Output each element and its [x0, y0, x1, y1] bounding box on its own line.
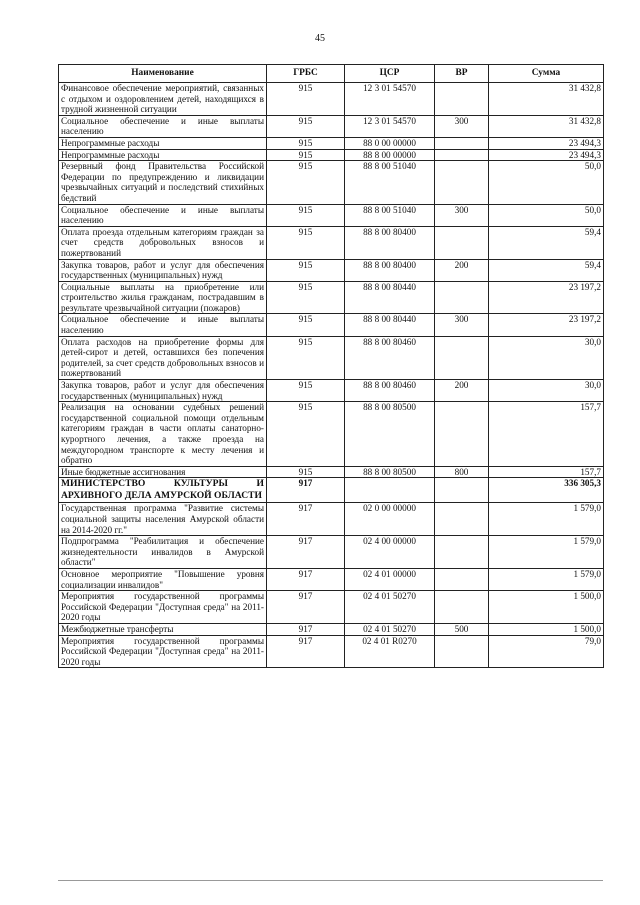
row-csr-cell: 02 4 01 00000 [345, 568, 435, 590]
table-row [59, 83, 604, 116]
row-csr-cell: 88 8 00 51040 [345, 204, 435, 226]
row-name-cell: Непрограммные расходы [59, 149, 267, 161]
row-csr-cell: 02 4 00 00000 [345, 536, 435, 569]
page-number: 45 [315, 33, 325, 44]
row-sum-cell: 1 500,0 [489, 591, 604, 624]
row-name-cell: Реализация на основании судебных решений государственной социальной помощи отдельным категориям граждан в части оплаты санаторно-курортного лечения, а также проезда на междугородном транспорте к месту лечения и обратно [59, 402, 267, 467]
row-vr-cell [435, 137, 489, 149]
row-sum-cell: 50,0 [489, 204, 604, 226]
table-row [59, 115, 604, 137]
row-vr-cell [435, 503, 489, 536]
row-grbs-cell: 917 [267, 568, 345, 590]
row-sum-cell: 30,0 [489, 336, 604, 379]
row-csr-cell: 02 4 01 R0270 [345, 635, 435, 668]
row-vr-cell [435, 536, 489, 569]
row-sum-cell: 59,4 [489, 226, 604, 259]
table-body [59, 83, 604, 668]
row-name-cell: Закупка товаров, работ и услуг для обеспечения государственных (муниципальных) нужд [59, 259, 267, 281]
row-name-cell: Государственная программа "Развитие системы социальной защиты населения Амурской области на 2014-2020 гг." [59, 503, 267, 536]
row-csr-cell: 88 8 00 51040 [345, 161, 435, 204]
row-grbs-cell: 915 [267, 402, 345, 467]
row-csr-cell: 88 8 00 80460 [345, 380, 435, 402]
table-row [59, 336, 604, 379]
row-name-cell: Иные бюджетные ассигнования [59, 466, 267, 478]
table-row [59, 503, 604, 536]
row-grbs-cell: 915 [267, 226, 345, 259]
row-name-cell: Социальные выплаты на приобретение или строительство жилья гражданам, пострадавшим в результате чрезвычайной ситуации (пожаров) [59, 281, 267, 314]
row-vr-cell [435, 83, 489, 116]
row-sum-cell: 1 579,0 [489, 568, 604, 590]
row-grbs-cell: 915 [267, 259, 345, 281]
row-name-cell: Финансовое обеспечение мероприятий, связанных с отдыхом и оздоровлением детей, находящихся в трудной жизненной ситуации [59, 83, 267, 116]
row-name-cell: Социальное обеспечение и иные выплаты населению [59, 314, 267, 336]
row-csr-cell [345, 478, 435, 503]
row-name-cell: Социальное обеспечение и иные выплаты населению [59, 115, 267, 137]
row-vr-cell [435, 591, 489, 624]
row-name-cell: Оплата проезда отдельным категориям граждан за счет средств добровольных взносов и пожертвований [59, 226, 267, 259]
row-csr-cell: 02 4 01 50270 [345, 591, 435, 624]
row-vr-cell [435, 149, 489, 161]
row-csr-cell: 88 8 00 80440 [345, 281, 435, 314]
row-grbs-cell: 915 [267, 336, 345, 379]
row-name-cell: Оплата расходов на приобретение формы для детей-сирот и детей, оставшихся без попечения родителей, за счет средств добровольных взносов и пожертвований [59, 336, 267, 379]
row-name-cell: Непрограммные расходы [59, 137, 267, 149]
row-sum-cell: 59,4 [489, 259, 604, 281]
row-grbs-cell: 917 [267, 623, 345, 635]
row-grbs-cell: 915 [267, 314, 345, 336]
row-csr-cell: 88 8 00 80500 [345, 466, 435, 478]
row-vr-cell [435, 281, 489, 314]
row-sum-cell: 79,0 [489, 635, 604, 668]
row-name-cell: Основное мероприятие "Повышение уровня социализации инвалидов" [59, 568, 267, 590]
table-row [59, 226, 604, 259]
row-vr-cell: 800 [435, 466, 489, 478]
row-sum-cell: 1 579,0 [489, 536, 604, 569]
table-row [59, 161, 604, 204]
row-grbs-cell: 915 [267, 83, 345, 116]
row-name-cell: Закупка товаров, работ и услуг для обеспечения государственных (муниципальных) нужд [59, 380, 267, 402]
table-row [59, 314, 604, 336]
table-row [59, 466, 604, 478]
row-name-cell: Мероприятия государственной программы Российской Федерации "Доступная среда" на 2011-2020 годы [59, 591, 267, 624]
header-sum: Сумма [489, 65, 604, 83]
row-vr-cell: 200 [435, 380, 489, 402]
table-row [59, 623, 604, 635]
row-vr-cell: 300 [435, 314, 489, 336]
row-name-cell: Мероприятия государственной программы Российской Федерации "Доступная среда" на 2011-2020 годы [59, 635, 267, 668]
footer-divider [58, 880, 603, 881]
row-name-cell: Подпрограмма "Реабилитация и обеспечение жизнедеятельности инвалидов в Амурской области" [59, 536, 267, 569]
table-row [59, 137, 604, 149]
row-csr-cell: 88 8 00 80400 [345, 226, 435, 259]
row-csr-cell: 02 0 00 00000 [345, 503, 435, 536]
row-vr-cell: 500 [435, 623, 489, 635]
row-grbs-cell: 915 [267, 281, 345, 314]
row-csr-cell: 88 8 00 80440 [345, 314, 435, 336]
row-name-cell: Резервный фонд Правительства Российской Федерации по предупреждению и ликвидации чрезвычайных ситуаций и последствий стихийных бедствий [59, 161, 267, 204]
row-sum-cell: 336 305,3 [489, 478, 604, 503]
row-sum-cell: 23 494,3 [489, 137, 604, 149]
row-csr-cell: 88 8 00 80400 [345, 259, 435, 281]
table-row [59, 281, 604, 314]
row-grbs-cell: 915 [267, 149, 345, 161]
row-vr-cell [435, 336, 489, 379]
row-grbs-cell: 915 [267, 115, 345, 137]
row-sum-cell: 30,0 [489, 380, 604, 402]
row-sum-cell: 1 579,0 [489, 503, 604, 536]
row-sum-cell: 50,0 [489, 161, 604, 204]
table-row [59, 259, 604, 281]
row-grbs-cell: 915 [267, 380, 345, 402]
header-grbs: ГРБС [267, 65, 345, 83]
row-vr-cell [435, 478, 489, 503]
row-grbs-cell: 917 [267, 503, 345, 536]
row-sum-cell: 157,7 [489, 466, 604, 478]
row-vr-cell [435, 226, 489, 259]
row-grbs-cell: 915 [267, 204, 345, 226]
table-row [59, 635, 604, 668]
row-grbs-cell: 917 [267, 478, 345, 503]
table-row [59, 478, 604, 503]
row-name-cell: МИНИСТЕРСТВО КУЛЬТУРЫ И АРХИВНОГО ДЕЛА АМУРСКОЙ ОБЛАСТИ [59, 478, 267, 503]
table-row [59, 591, 604, 624]
row-grbs-cell: 917 [267, 536, 345, 569]
row-csr-cell: 88 8 00 00000 [345, 149, 435, 161]
row-csr-cell: 02 4 01 50270 [345, 623, 435, 635]
row-vr-cell [435, 568, 489, 590]
table-row [59, 380, 604, 402]
row-csr-cell: 88 8 00 80460 [345, 336, 435, 379]
row-vr-cell: 300 [435, 115, 489, 137]
row-vr-cell: 300 [435, 204, 489, 226]
table-row [59, 204, 604, 226]
budget-table [58, 64, 604, 668]
row-name-cell: Межбюджетные трансферты [59, 623, 267, 635]
table-header-row [59, 65, 604, 83]
row-name-cell: Социальное обеспечение и иные выплаты населению [59, 204, 267, 226]
row-sum-cell: 23 494,3 [489, 149, 604, 161]
table-row [59, 149, 604, 161]
row-csr-cell: 88 8 00 80500 [345, 402, 435, 467]
row-sum-cell: 23 197,2 [489, 281, 604, 314]
row-csr-cell: 88 0 00 00000 [345, 137, 435, 149]
row-sum-cell: 1 500,0 [489, 623, 604, 635]
row-sum-cell: 157,7 [489, 402, 604, 467]
row-csr-cell: 12 3 01 54570 [345, 115, 435, 137]
header-csr: ЦСР [345, 65, 435, 83]
row-sum-cell: 31 432,8 [489, 115, 604, 137]
row-grbs-cell: 917 [267, 635, 345, 668]
row-grbs-cell: 915 [267, 137, 345, 149]
row-vr-cell [435, 635, 489, 668]
header-vr: ВР [435, 65, 489, 83]
table-row [59, 568, 604, 590]
table-row [59, 536, 604, 569]
row-csr-cell: 12 3 01 54570 [345, 83, 435, 116]
row-sum-cell: 31 432,8 [489, 83, 604, 116]
row-vr-cell [435, 161, 489, 204]
row-grbs-cell: 917 [267, 591, 345, 624]
row-sum-cell: 23 197,2 [489, 314, 604, 336]
row-vr-cell [435, 402, 489, 467]
table-row [59, 402, 604, 467]
header-name: Наименование [59, 65, 267, 83]
row-vr-cell: 200 [435, 259, 489, 281]
row-grbs-cell: 915 [267, 161, 345, 204]
row-grbs-cell: 915 [267, 466, 345, 478]
